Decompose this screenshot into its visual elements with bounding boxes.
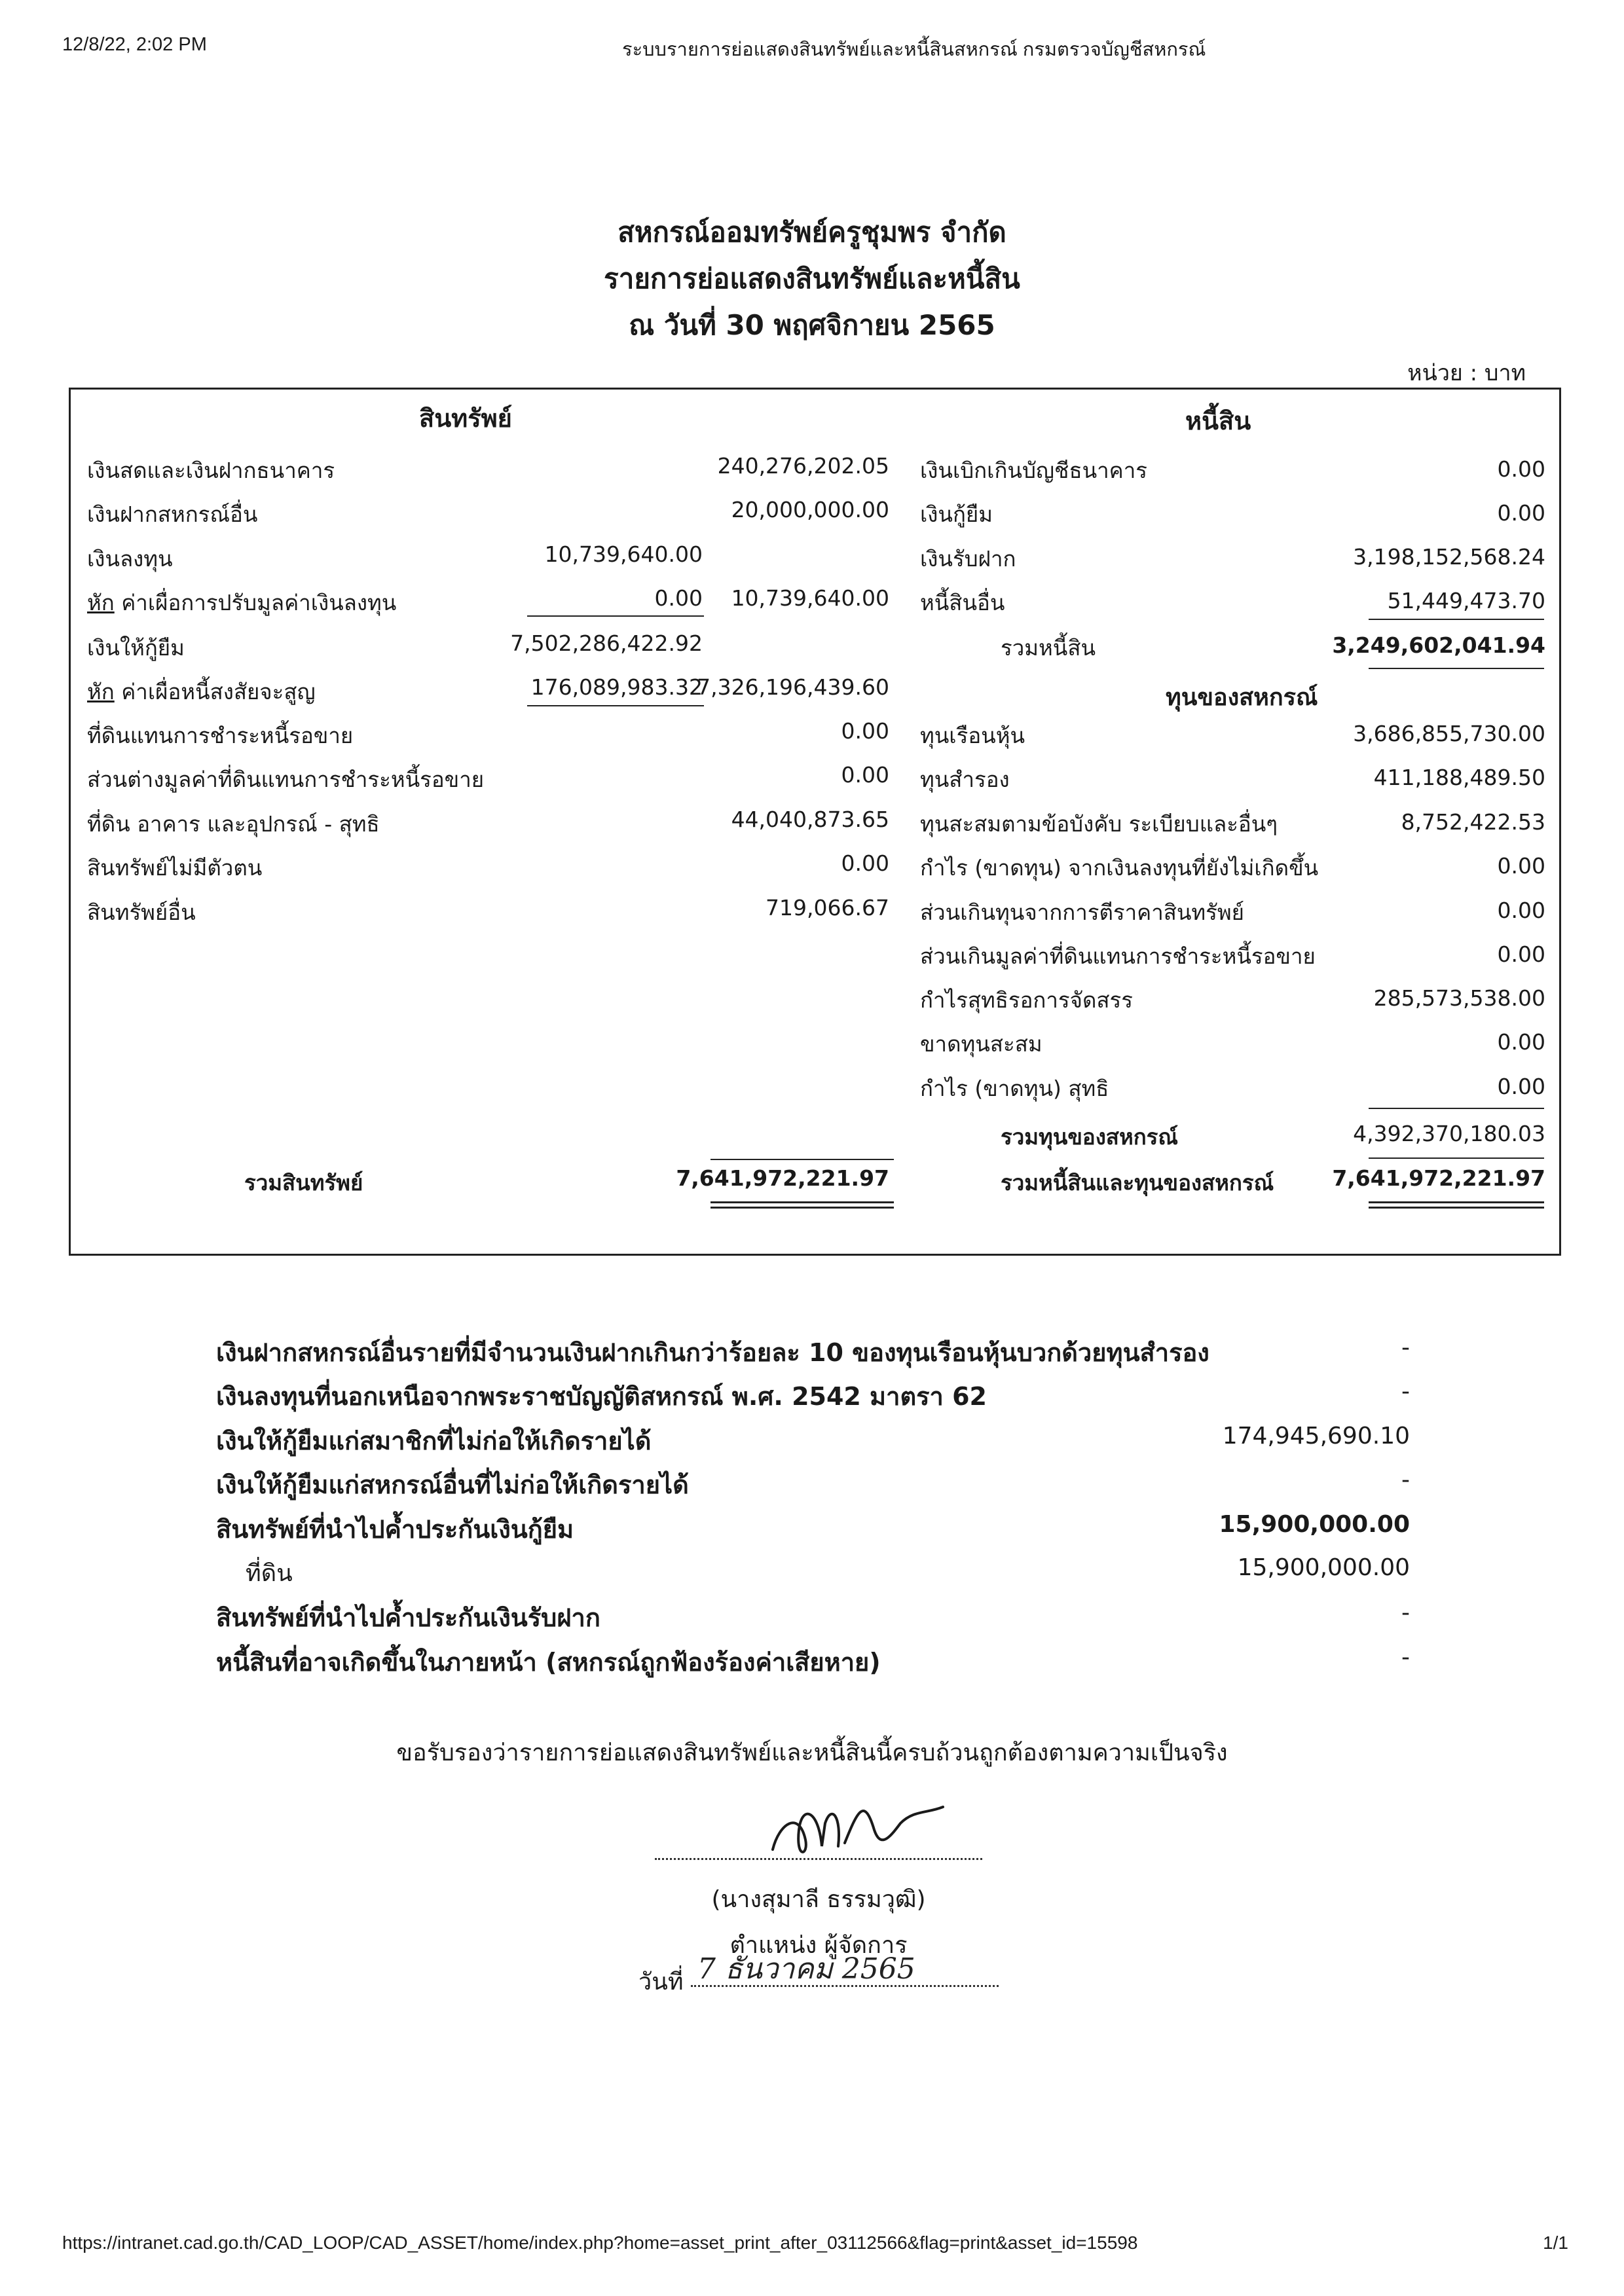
unit-label: หน่วย : บาท bbox=[1407, 360, 1526, 386]
signature-line bbox=[655, 1858, 982, 1860]
equity-heading: ทุนของสหกรณ์ bbox=[1166, 684, 1318, 711]
equity-label: ส่วนเกินทุนจากการตีราคาสินทรัพย์ bbox=[920, 900, 1244, 925]
note-label: เงินฝากสหกรณ์อื่นรายที่มีจำนวนเงินฝากเกินกว่าร้อยละ 10 ของทุนเรือนหุ้นบวกด้วยทุนสำรอง bbox=[216, 1338, 1209, 1367]
equity-value: 285,573,538.00 bbox=[1373, 985, 1545, 1011]
liability-label: หนี้สินอื่น bbox=[920, 590, 1005, 615]
handwritten-date: 7 ธันวาคม 2565 bbox=[697, 1952, 915, 1986]
total-rule-top bbox=[710, 1159, 894, 1160]
liability-label: เงินเบิกเกินบัญชีธนาคาร bbox=[920, 458, 1147, 483]
print-datetime: 12/8/22, 2:02 PM bbox=[62, 34, 207, 55]
note-label: เงินลงทุนที่นอกเหนือจากพระราชบัญญัติสหกรณ์ พ.ศ. 2542 มาตรา 62 bbox=[216, 1382, 987, 1411]
asset-label: ที่ดิน อาคาร และอุปกรณ์ - สุทธิ bbox=[87, 811, 380, 837]
asset-label bbox=[87, 674, 316, 709]
footer-url: https://intranet.cad.go.th/CAD_LOOP/CAD_ASSET/home/index.php?home=asset_print_after_03112566&flag=print&asset_id=15598 bbox=[62, 2232, 1138, 2253]
equity-label: ส่วนเกินมูลค่าที่ดินแทนการชำระหนี้รอขาย bbox=[920, 943, 1316, 969]
asset-value: 240,276,202.05 bbox=[717, 453, 889, 479]
total-assets-value: 7,641,972,221.97 bbox=[676, 1165, 889, 1191]
equity-value: 0.00 bbox=[1497, 853, 1545, 879]
asset-label-text: ค่าเผื่อหนี้สงสัยจะสูญ bbox=[114, 679, 316, 704]
total-equity-label: รวมทุนของสหกรณ์ bbox=[1001, 1124, 1179, 1150]
asset-subvalue: 0.00 bbox=[654, 585, 703, 611]
note-label: หนี้สินที่อาจเกิดขึ้นในภายหน้า (สหกรณ์ถูกฟ้องร้องค่าเสียหาย) bbox=[216, 1648, 881, 1677]
asset-value: 10,739,640.00 bbox=[731, 585, 889, 611]
note-value: - bbox=[1401, 1467, 1410, 1493]
subtotal-rule bbox=[1369, 619, 1544, 620]
grand-total-label: รวมหนี้สินและทุนของสหกรณ์ bbox=[1001, 1170, 1274, 1195]
asset-label: ที่ดินแทนการชำระหนี้รอขาย bbox=[87, 723, 354, 748]
note-value: 174,945,690.10 bbox=[1222, 1423, 1410, 1449]
total-rule bbox=[1369, 1157, 1544, 1159]
total-rule-double bbox=[710, 1201, 894, 1203]
asset-value: 7,326,196,439.60 bbox=[697, 674, 889, 700]
report-date: ณ วันที่ 30 พฤศจิกายน 2565 bbox=[629, 309, 995, 341]
equity-label: ทุนเรือนหุ้น bbox=[920, 723, 1025, 748]
date-line bbox=[691, 1985, 999, 1987]
asset-label: เงินลงทุน bbox=[87, 546, 173, 572]
note-value: - bbox=[1401, 1378, 1410, 1405]
equity-value: 0.00 bbox=[1497, 898, 1545, 923]
liability-value: 51,449,473.70 bbox=[1387, 588, 1545, 613]
equity-value: 0.00 bbox=[1497, 1029, 1545, 1055]
asset-label: เงินให้กู้ยืม bbox=[87, 635, 185, 661]
asset-value: 0.00 bbox=[841, 850, 889, 876]
equity-label: ทุนสำรอง bbox=[920, 767, 1010, 792]
signature-mark bbox=[760, 1784, 956, 1869]
asset-label: เงินสดและเงินฝากธนาคาร bbox=[87, 458, 335, 483]
equity-value: 3,686,855,730.00 bbox=[1353, 721, 1545, 746]
equity-label: ขาดทุนสะสม bbox=[920, 1031, 1043, 1057]
equity-value: 0.00 bbox=[1497, 941, 1545, 967]
total-rule-double bbox=[710, 1207, 894, 1209]
asset-value: 719,066.67 bbox=[766, 895, 889, 920]
note-label: สินทรัพย์ที่นำไปค้ำประกันเงินกู้ยืม bbox=[216, 1515, 574, 1544]
subtotal-rule bbox=[1369, 1108, 1544, 1109]
equity-value: 411,188,489.50 bbox=[1373, 765, 1545, 790]
total-liabilities-value: 3,249,602,041.94 bbox=[1332, 632, 1545, 658]
asset-subvalue: 7,502,286,422.92 bbox=[510, 630, 703, 656]
note-value: - bbox=[1401, 1334, 1410, 1361]
deduct-prefix: หัก bbox=[87, 590, 115, 615]
system-title: ระบบรายการย่อแสดงสินทรัพย์และหนี้สินสหกรณ์ กรมตรวจบัญชีสหกรณ์ bbox=[622, 39, 1206, 60]
asset-label: เงินฝากสหกรณ์อื่น bbox=[87, 501, 258, 527]
asset-subvalue: 176,089,983.32 bbox=[530, 674, 703, 700]
total-liabilities-label: รวมหนี้สิน bbox=[1001, 635, 1096, 661]
total-rule-double bbox=[1369, 1207, 1544, 1209]
asset-value: 44,040,873.65 bbox=[731, 807, 889, 832]
note-value: 15,900,000.00 bbox=[1237, 1554, 1410, 1581]
footer-page: 1/1 bbox=[1543, 2232, 1568, 2253]
liability-value: 0.00 bbox=[1497, 456, 1545, 482]
equity-label: กำไรสุทธิรอการจัดสรร bbox=[920, 987, 1134, 1013]
subtotal-rule bbox=[527, 705, 704, 706]
note-label: สินทรัพย์ที่นำไปค้ำประกันเงินรับฝาก bbox=[216, 1603, 600, 1632]
total-equity-value: 4,392,370,180.03 bbox=[1353, 1121, 1545, 1146]
asset-value: 0.00 bbox=[841, 762, 889, 788]
equity-value: 0.00 bbox=[1497, 1074, 1545, 1099]
org-title: สหกรณ์ออมทรัพย์ครูชุมพร จำกัด bbox=[618, 216, 1006, 248]
liabilities-heading: หนี้สิน bbox=[1185, 407, 1251, 435]
asset-subvalue: 10,739,640.00 bbox=[544, 541, 703, 567]
asset-label: สินทรัพย์ไม่มีตัวตน bbox=[87, 855, 263, 881]
asset-label bbox=[87, 585, 396, 620]
equity-label: กำไร (ขาดทุน) สุทธิ bbox=[920, 1076, 1109, 1101]
certification-text: ขอรับรองว่ารายการย่อแสดงสินทรัพย์และหนี้สินนี้ครบถ้วนถูกต้องตามความเป็นจริง bbox=[396, 1740, 1228, 1766]
asset-value: 20,000,000.00 bbox=[731, 497, 889, 522]
note-value: - bbox=[1401, 1599, 1410, 1626]
date-label: วันที่ bbox=[638, 1969, 684, 1995]
liability-label: เงินกู้ยืม bbox=[920, 501, 993, 527]
equity-label: กำไร (ขาดทุน) จากเงินลงทุนที่ยังไม่เกิดขึ้น bbox=[920, 855, 1319, 881]
note-sublabel: ที่ดิน bbox=[246, 1560, 293, 1587]
asset-label: ส่วนต่างมูลค่าที่ดินแทนการชำระหนี้รอขาย bbox=[87, 767, 485, 792]
deduct-prefix: หัก bbox=[87, 679, 115, 704]
asset-label-text: ค่าเผื่อการปรับมูลค่าเงินลงทุน bbox=[114, 590, 397, 615]
liability-value: 3,198,152,568.24 bbox=[1353, 544, 1545, 570]
signer-name: (นางสุมาลี ธรรมวุฒิ) bbox=[711, 1886, 926, 1913]
asset-value: 0.00 bbox=[841, 718, 889, 744]
note-label: เงินให้กู้ยืมแก่สหกรณ์อื่นที่ไม่ก่อให้เกิดรายได้ bbox=[216, 1470, 689, 1499]
total-assets-label: รวมสินทรัพย์ bbox=[244, 1170, 363, 1195]
note-label: เงินให้กู้ยืมแก่สมาชิกที่ไม่ก่อให้เกิดรายได้ bbox=[216, 1427, 652, 1455]
liability-label: เงินรับฝาก bbox=[920, 546, 1016, 572]
total-rule-double bbox=[1369, 1201, 1544, 1203]
equity-label: ทุนสะสมตามข้อบังคับ ระเบียบและอื่นๆ bbox=[920, 811, 1278, 837]
assets-heading: สินทรัพย์ bbox=[419, 404, 512, 433]
total-rule bbox=[1369, 668, 1544, 669]
asset-label: สินทรัพย์อื่น bbox=[87, 900, 196, 925]
report-title: รายการย่อแสดงสินทรัพย์และหนี้สิน bbox=[604, 263, 1020, 295]
equity-value: 8,752,422.53 bbox=[1401, 809, 1545, 835]
subtotal-rule bbox=[527, 615, 704, 617]
grand-total-value: 7,641,972,221.97 bbox=[1332, 1165, 1545, 1191]
liability-value: 0.00 bbox=[1497, 500, 1545, 526]
note-value: 15,900,000.00 bbox=[1219, 1511, 1410, 1538]
signer-position: ตำแหน่ง ผู้จัดการ bbox=[729, 1932, 908, 1959]
note-value: - bbox=[1401, 1644, 1410, 1671]
